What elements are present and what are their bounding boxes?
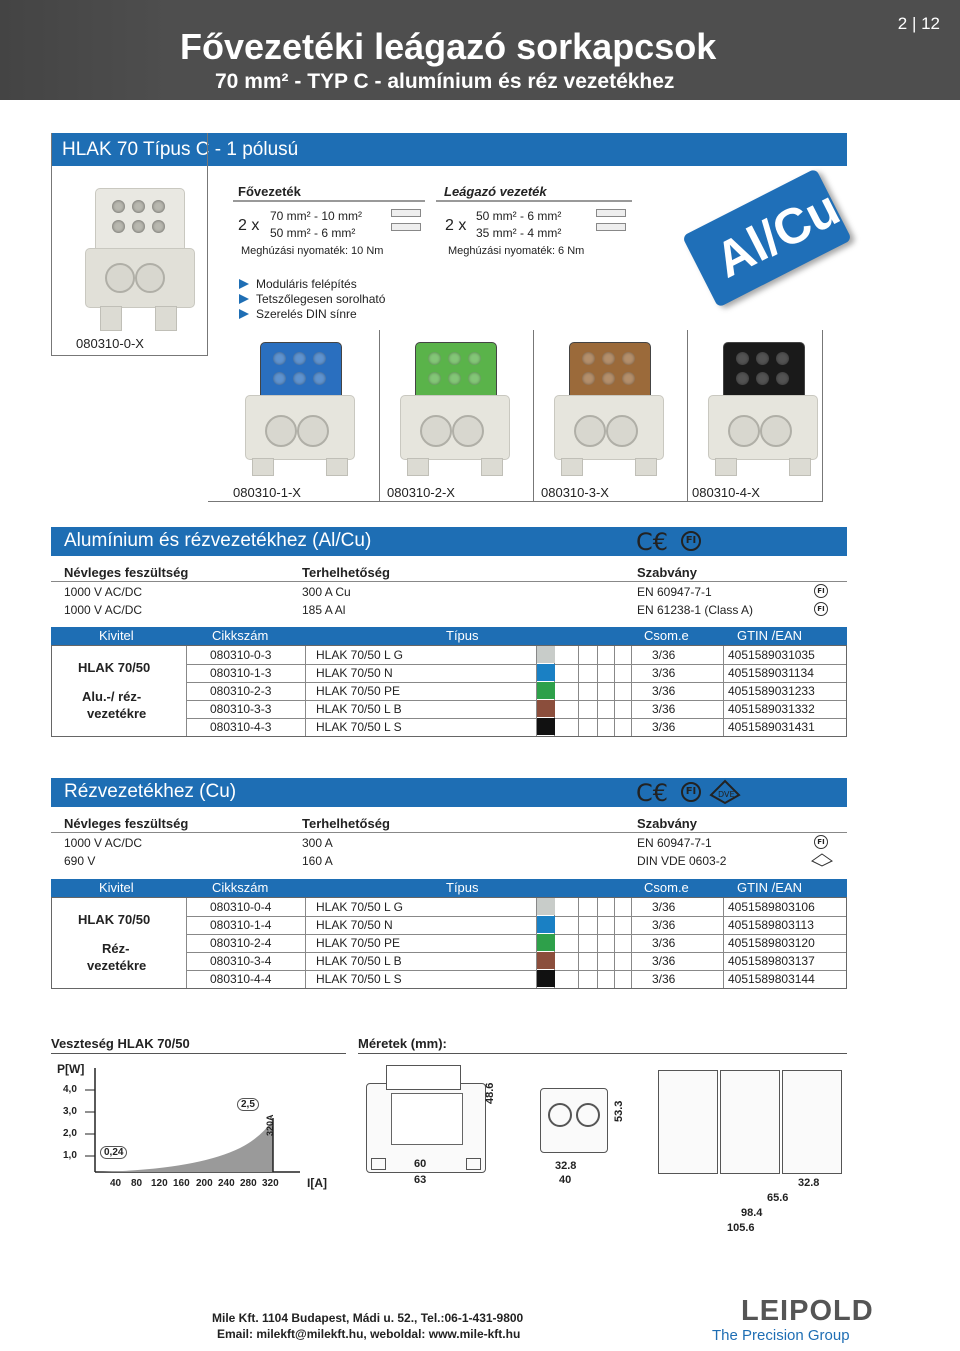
ytick-label: 3,0	[63, 1106, 77, 1117]
color-swatch	[537, 682, 555, 699]
alcu-table-header	[51, 627, 847, 645]
color-swatch	[537, 970, 555, 987]
voltage-value: 1000 V AC/DC	[64, 603, 143, 617]
col-standard: Szabvány	[637, 816, 697, 831]
dim-value: 32.8	[555, 1160, 577, 1172]
page-number: 2 | 12	[897, 14, 940, 33]
row-divider	[186, 934, 846, 935]
item-type: HLAK 70/50 L G	[316, 648, 403, 662]
color-swatch	[537, 934, 555, 951]
conductor-icon	[391, 208, 423, 236]
main-conductor-range-1: 70 mm² - 10 mm²	[270, 209, 363, 223]
th-cikkszam: Cikkszám	[212, 628, 269, 643]
column-divider	[614, 898, 615, 988]
svg-text:DVE: DVE	[718, 790, 735, 799]
feature-item: Tetszőlegesen sorolható	[256, 292, 386, 306]
product-image-main	[85, 188, 195, 338]
divider	[233, 200, 425, 202]
fi-cert-icon: FI	[814, 602, 828, 616]
ce-mark-icon: C€	[636, 528, 669, 556]
divider	[51, 581, 847, 582]
divider	[379, 330, 380, 502]
color-swatch	[537, 700, 555, 717]
alcu-product-table	[51, 645, 847, 737]
dims-title: Méretek (mm):	[358, 1036, 447, 1051]
kivitel-note: vezetékre	[87, 706, 147, 721]
product-image-variant	[395, 340, 515, 480]
divider	[51, 1053, 346, 1054]
item-gtin: 4051589803113	[728, 918, 814, 932]
feature-item: Moduláris felépítés	[256, 277, 357, 291]
branch-conductor-count: 2 x	[445, 217, 467, 234]
item-gtin: 4051589803137	[728, 954, 815, 968]
th-csom: Csom.e	[644, 880, 689, 895]
main-conductor-title: Fővezeték	[238, 184, 301, 199]
column-divider	[578, 646, 579, 736]
dim-value: 63	[414, 1174, 427, 1186]
th-cikkszam: Cikkszám	[212, 880, 269, 895]
divider	[51, 832, 847, 833]
item-pack: 3/36	[652, 648, 676, 662]
fi-cert-icon: FI	[681, 531, 701, 551]
th-kivitel: Kivitel	[99, 628, 134, 643]
xtick-label: 80	[131, 1178, 143, 1189]
th-gtin: GTIN /EAN	[737, 628, 803, 643]
ytick-label: 2,0	[63, 1128, 77, 1139]
page-subtitle: 70 mm² - TYP C - alumínium és réz vezetékhez	[215, 70, 675, 93]
footer-address: Mile Kft. 1104 Budapest, Mádi u. 52., Tel.:06-1-431-9800	[212, 1311, 524, 1325]
color-swatch	[537, 898, 555, 915]
column-divider	[186, 898, 187, 988]
xtick-label: 40	[110, 1178, 122, 1189]
ce-mark-icon: C€	[636, 779, 669, 807]
th-tipus: Típus	[446, 880, 479, 895]
col-voltage: Névleges feszültség	[64, 816, 189, 831]
th-csom: Csom.e	[644, 628, 689, 643]
voltage-value: 1000 V AC/DC	[64, 836, 143, 850]
alcu-section-header	[51, 527, 847, 556]
item-gtin: 4051589031134	[728, 666, 814, 680]
voltage-value: 1000 V AC/DC	[64, 585, 143, 599]
variant-code: 080310-3-X	[541, 485, 609, 500]
dimension-drawing-top	[658, 1070, 848, 1175]
divider	[358, 1053, 847, 1054]
col-current: Terhelhetőség	[302, 816, 390, 831]
color-swatch	[537, 646, 555, 663]
item-gtin: 4051589031233	[728, 684, 815, 698]
item-pack: 3/36	[652, 954, 676, 968]
item-gtin: 4051589031035	[728, 648, 815, 662]
feature-item: Szerelés DIN sínre	[256, 307, 357, 321]
item-type: HLAK 70/50 PE	[316, 684, 401, 698]
item-code: 080310-1-4	[210, 918, 272, 932]
branch-conductor-range-1: 50 mm² - 6 mm²	[476, 209, 562, 223]
kivitel-note: vezetékre	[87, 958, 147, 973]
product-image-variant	[240, 340, 360, 480]
item-code: 080310-3-3	[210, 702, 272, 716]
current-value: 185 A Al	[302, 603, 346, 617]
voltage-value: 690 V	[64, 854, 96, 868]
variant-code: 080310-1-X	[233, 485, 301, 500]
item-code: 080310-0-3	[210, 648, 272, 662]
xtick-label: 160	[173, 1178, 190, 1189]
item-pack: 3/36	[652, 918, 676, 932]
vde-mark-icon	[709, 779, 741, 805]
column-divider	[305, 898, 306, 988]
dimension-drawing-front	[366, 1063, 496, 1183]
standard-value: EN 61238-1 (Class A)	[637, 603, 754, 617]
product-image-variant	[549, 340, 669, 480]
leipold-logo: LEIPOLD	[741, 1295, 874, 1327]
ytick-label: 1,0	[63, 1150, 77, 1161]
kivitel-note: Alu.-/ réz-	[82, 689, 142, 704]
main-conductor-range-2: 50 mm² - 6 mm²	[270, 226, 356, 240]
item-type: HLAK 70/50 L B	[316, 954, 402, 968]
item-type: HLAK 70/50 L S	[316, 972, 402, 986]
item-code: 080310-1-3	[210, 666, 272, 680]
main-conductor-count: 2 x	[238, 217, 260, 234]
current-value: 160 A	[302, 854, 333, 868]
page-title: Fővezetéki leágazó sorkapcsok	[180, 26, 717, 67]
vde-mark-icon	[811, 853, 833, 867]
alcu-badge-label: Al/Cu	[706, 179, 849, 289]
loss-title: Veszteség HLAK 70/50	[51, 1036, 190, 1051]
column-divider	[631, 898, 632, 988]
dim-value: 98.4	[741, 1207, 763, 1219]
item-pack: 3/36	[652, 684, 676, 698]
item-type: HLAK 70/50 PE	[316, 936, 401, 950]
xtick-label: 120	[151, 1178, 168, 1189]
column-divider	[614, 646, 615, 736]
th-kivitel: Kivitel	[99, 880, 134, 895]
row-divider	[186, 718, 846, 719]
dimension-drawing-side	[540, 1088, 610, 1158]
kivitel-label: HLAK 70/50	[78, 912, 151, 927]
cu-product-table	[51, 897, 847, 989]
item-pack: 3/36	[652, 702, 676, 716]
item-code: 080310-0-4	[210, 900, 272, 914]
item-type: HLAK 70/50 L S	[316, 720, 402, 734]
dim-value: 65.6	[767, 1192, 789, 1204]
dim-value: 53.3	[613, 1100, 625, 1122]
standard-value: DIN VDE 0603-2	[637, 854, 727, 868]
main-conductor-torque: Meghúzási nyomaték: 10 Nm	[241, 245, 384, 257]
cu-section-title: Rézvezetékhez (Cu)	[64, 781, 237, 802]
variant-code: 080310-2-X	[387, 485, 455, 500]
loss-ylabel: P[W]	[57, 1062, 85, 1076]
alcu-section-title: Alumínium és rézvezetékhez (Al/Cu)	[64, 530, 372, 551]
item-type: HLAK 70/50 L G	[316, 900, 403, 914]
item-code: 080310-3-4	[210, 954, 272, 968]
color-swatch	[537, 664, 555, 681]
xtick-label: 200	[196, 1178, 213, 1189]
standard-value: EN 60947-7-1	[637, 836, 712, 850]
branch-conductor-range-2: 35 mm² - 4 mm²	[476, 226, 562, 240]
dim-value: 48.6	[484, 1082, 496, 1104]
ytick-label: 4,0	[63, 1084, 77, 1095]
column-divider	[186, 646, 187, 736]
dim-value: 40	[559, 1174, 572, 1186]
column-divider	[723, 646, 724, 736]
divider	[436, 200, 632, 202]
standard-value: EN 60947-7-1	[637, 585, 712, 599]
item-pack: 3/36	[652, 666, 676, 680]
dim-value: 32.8	[798, 1177, 820, 1189]
item-pack: 3/36	[652, 936, 676, 950]
item-pack: 3/36	[652, 720, 676, 734]
item-gtin: 4051589803120	[728, 936, 815, 950]
item-code: 080310-2-3	[210, 684, 272, 698]
dim-value: 105.6	[727, 1222, 755, 1234]
variant-code: 080310-4-X	[692, 485, 760, 500]
row-divider	[186, 970, 846, 971]
kivitel-note: Réz-	[102, 941, 130, 956]
column-divider	[723, 898, 724, 988]
loss-low-label: 0,24	[100, 1146, 127, 1159]
loss-chart	[55, 1060, 345, 1195]
product-section-title: HLAK 70 Típus C - 1 pólusú	[62, 139, 299, 160]
loss-xlabel: I[A]	[307, 1176, 327, 1190]
color-swatch	[537, 718, 555, 735]
current-value: 300 A	[302, 836, 333, 850]
branch-conductor-torque: Meghúzási nyomaték: 6 Nm	[448, 245, 585, 257]
th-gtin: GTIN /EAN	[737, 880, 803, 895]
branch-conductor-title: Leágazó vezeték	[444, 184, 547, 199]
item-type: HLAK 70/50 N	[316, 918, 393, 932]
product-image-variant	[703, 340, 823, 480]
column-divider	[578, 898, 579, 988]
item-code: 080310-4-4	[210, 972, 272, 986]
color-swatch	[537, 952, 555, 969]
item-type: HLAK 70/50 N	[316, 666, 393, 680]
item-code: 080310-4-3	[210, 720, 272, 734]
item-gtin: 4051589803106	[728, 900, 815, 914]
row-divider	[186, 916, 846, 917]
item-pack: 3/36	[652, 972, 676, 986]
dim-value: 60	[414, 1158, 427, 1170]
product-code-main: 080310-0-X	[76, 336, 144, 351]
footer-contact: Email: milekft@milekft.hu, weboldal: www.mile-kft.hu	[217, 1327, 521, 1341]
column-divider	[597, 898, 598, 988]
item-gtin: 4051589803144	[728, 972, 815, 986]
item-gtin: 4051589031431	[728, 720, 815, 734]
color-swatch	[537, 916, 555, 933]
column-divider	[631, 646, 632, 736]
item-pack: 3/36	[652, 900, 676, 914]
row-divider	[186, 952, 846, 953]
kivitel-label: HLAK 70/50	[78, 660, 151, 675]
loss-high-label: 2,5	[237, 1098, 259, 1111]
fi-cert-icon: FI	[681, 782, 701, 802]
col-standard: Szabvány	[637, 565, 697, 580]
row-divider	[186, 682, 846, 683]
item-gtin: 4051589031332	[728, 702, 815, 716]
xtick-label: 320	[262, 1178, 279, 1189]
column-divider	[305, 646, 306, 736]
xtick-label: 280	[240, 1178, 257, 1189]
fi-cert-icon: FI	[814, 584, 828, 598]
company-tagline: The Precision Group	[712, 1327, 850, 1344]
loss-current-label: 320A	[265, 1114, 275, 1136]
divider	[533, 330, 534, 502]
xtick-label: 240	[218, 1178, 235, 1189]
conductor-icon	[596, 208, 628, 236]
row-divider	[186, 700, 846, 701]
cu-table-header	[51, 879, 847, 897]
divider	[687, 330, 688, 502]
item-type: HLAK 70/50 L B	[316, 702, 402, 716]
item-code: 080310-2-4	[210, 936, 272, 950]
th-tipus: Típus	[446, 628, 479, 643]
current-value: 300 A Cu	[302, 585, 351, 599]
fi-cert-icon: FI	[814, 835, 828, 849]
col-current: Terhelhetőség	[302, 565, 390, 580]
col-voltage: Névleges feszültség	[64, 565, 189, 580]
column-divider	[597, 646, 598, 736]
row-divider	[186, 664, 846, 665]
